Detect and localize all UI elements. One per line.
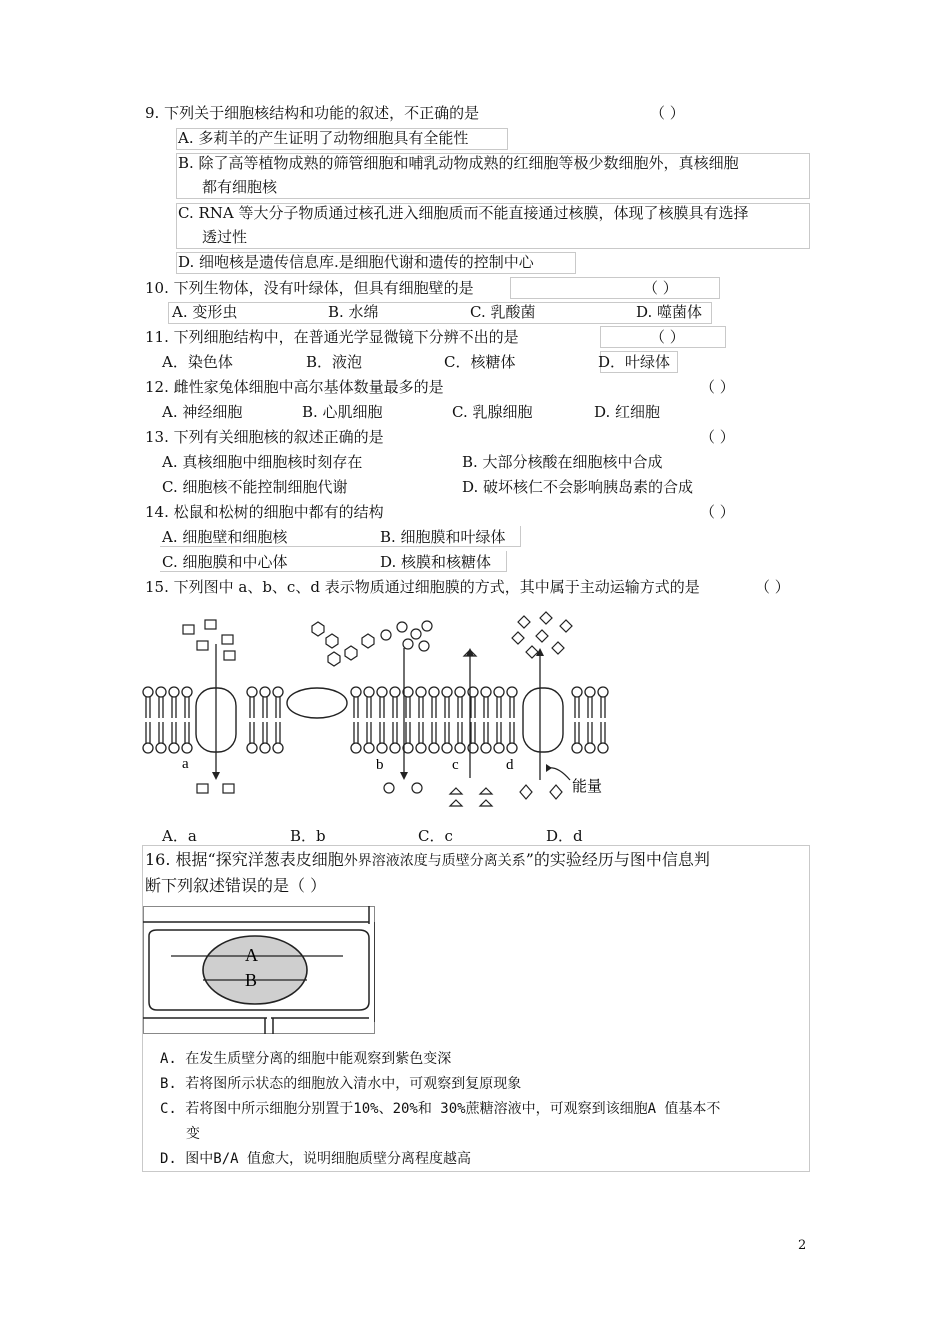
q10-option-c: C. 乳酸菌 — [470, 303, 536, 321]
q16-stem-line1 — [145, 850, 710, 871]
q15-option-b: B．b — [290, 827, 326, 845]
q16-stem-line2: 断下列叙述错误的是（ ） — [145, 876, 327, 895]
plasmolysis-cell-figure — [143, 906, 375, 1034]
q9-option-b-line1: B. 除了高等植物成熟的筛管细胞和哺乳动物成熟的红细胞等极少数细胞外，真核细胞 — [178, 154, 739, 172]
q16-stem-part1: 16. 根据“探究洋葱表皮细胞 — [145, 850, 344, 869]
q14-stem: 14. 松鼠和松树的细胞中都有的结构 — [145, 503, 384, 521]
circles-outside — [381, 621, 432, 651]
q11-answer-paren: （ ） — [650, 328, 685, 346]
squares-outside — [183, 620, 235, 660]
q13-answer-paren: （ ） — [700, 428, 735, 446]
q11-option-c: C．核糖体 — [444, 353, 516, 371]
q15-answer-paren: （ ） — [755, 578, 790, 596]
q9-option-a: A. 多莉羊的产生证明了动物细胞具有全能性 — [178, 129, 469, 147]
q16-option-c-line1: C. 若将图中所示细胞分别置于10%、20%和 30%蔗糖溶液中，可观察到该细胞A 值基本不 — [160, 1101, 721, 1117]
q11-option-d: D．叶绿体 — [598, 353, 671, 371]
q10-paren-box — [510, 277, 720, 299]
q16-stem-part2: 外界溶液浓度与质壁分离关系 — [343, 853, 526, 869]
q9-stem: 9. 下列关于细胞核结构和功能的叙述，不正确的是 — [145, 104, 480, 122]
q16-option-b: B. 若将图所示状态的细胞放入清水中，可观察到复原现象 — [160, 1076, 522, 1092]
q12-option-d: D. 红细胞 — [594, 403, 661, 421]
q13-option-c: C. 细胞核不能控制细胞代谢 — [162, 478, 348, 496]
q13-stem: 13. 下列有关细胞核的叙述正确的是 — [145, 428, 384, 446]
q10-options-box — [168, 302, 712, 324]
page-number: 2 — [798, 1238, 807, 1253]
q14-answer-paren: （ ） — [700, 503, 735, 521]
carrier-protein-ellipse — [287, 688, 347, 718]
label-c: c — [452, 757, 459, 773]
q9-answer-paren: （ ） — [650, 104, 685, 122]
label-B: B — [245, 970, 258, 990]
q12-option-a: A. 神经细胞 — [162, 403, 243, 421]
q9-option-b-line2: 都有细胞核 — [202, 178, 278, 196]
q15-option-d: D．d — [546, 827, 583, 845]
label-A: A — [245, 945, 258, 965]
q15-stem: 15. 下列图中 a、b、c、d 表示物质通过细胞膜的方式，其中属于主动运输方式的是 — [145, 578, 700, 596]
label-d: d — [506, 757, 514, 773]
q10-option-d: D. 噬菌体 — [636, 303, 703, 321]
q14-option-c: C. 细胞膜和中心体 — [162, 553, 288, 571]
q10-option-b: B. 水绵 — [328, 303, 379, 321]
q10-answer-paren: （ ） — [643, 279, 678, 297]
q13-option-d: D. 破坏核仁不会影响胰岛素的合成 — [462, 478, 694, 496]
hexagons-outside — [312, 622, 374, 666]
q9-option-d: D. 细咆核是遗传信息库.是细胞代谢和遗传的控制中心 — [178, 253, 534, 271]
q10-stem: 10. 下列生物体，没有叶绿体，但具有细胞壁的是 — [145, 279, 474, 297]
q12-option-c: C. 乳腺细胞 — [452, 403, 533, 421]
q14-option-b: B. 细胞膜和叶绿体 — [380, 528, 506, 546]
q14-option-a: A. 细胞壁和细胞核 — [162, 528, 288, 546]
q9-option-c-line2: 透过性 — [202, 228, 248, 246]
q11-stem: 11. 下列细胞结构中，在普通光学显微镜下分辨不出的是 — [145, 328, 519, 346]
q12-answer-paren: （ ） — [700, 378, 735, 396]
q9-option-c-line1: C. RNA 等大分子物质通过核孔进入细胞质而不能直接通过核膜，体现了核膜具有选择 — [178, 204, 749, 222]
energy-label: 能量 — [572, 777, 603, 795]
q16-option-a: A. 在发生质壁分离的细胞中能观察到紫色变深 — [160, 1051, 452, 1067]
q16-stem-part3: ”的实验经历与图中信息判 — [525, 850, 710, 869]
q13-option-a: A. 真核细胞中细胞核时刻存在 — [162, 453, 363, 471]
q11-option-b: B．液泡 — [306, 353, 363, 371]
q11-option-a: A．染色体 — [162, 353, 233, 371]
q12-stem: 12. 雌性家兔体细胞中高尔基体数量最多的是 — [145, 378, 444, 396]
q16-option-d: D. 图中B/A 值愈大，说明细胞质壁分离程度越高 — [160, 1151, 471, 1167]
carrier-protein-d — [523, 688, 563, 752]
label-b: b — [376, 757, 384, 773]
squares-inside — [197, 784, 234, 793]
circles-inside — [384, 783, 422, 793]
q13-option-b: B. 大部分核酸在细胞核中合成 — [462, 453, 663, 471]
q15-option-c: C．c — [418, 827, 453, 845]
label-a: a — [182, 756, 189, 772]
q15-option-a: A．a — [162, 827, 197, 845]
membrane-transport-figure — [140, 608, 620, 828]
q10-option-a: A. 变形虫 — [172, 303, 238, 321]
q16-option-c-line2: 变 — [186, 1126, 200, 1142]
q12-option-b: B. 心肌细胞 — [302, 403, 383, 421]
q14-option-d: D. 核膜和核糖体 — [380, 553, 492, 571]
